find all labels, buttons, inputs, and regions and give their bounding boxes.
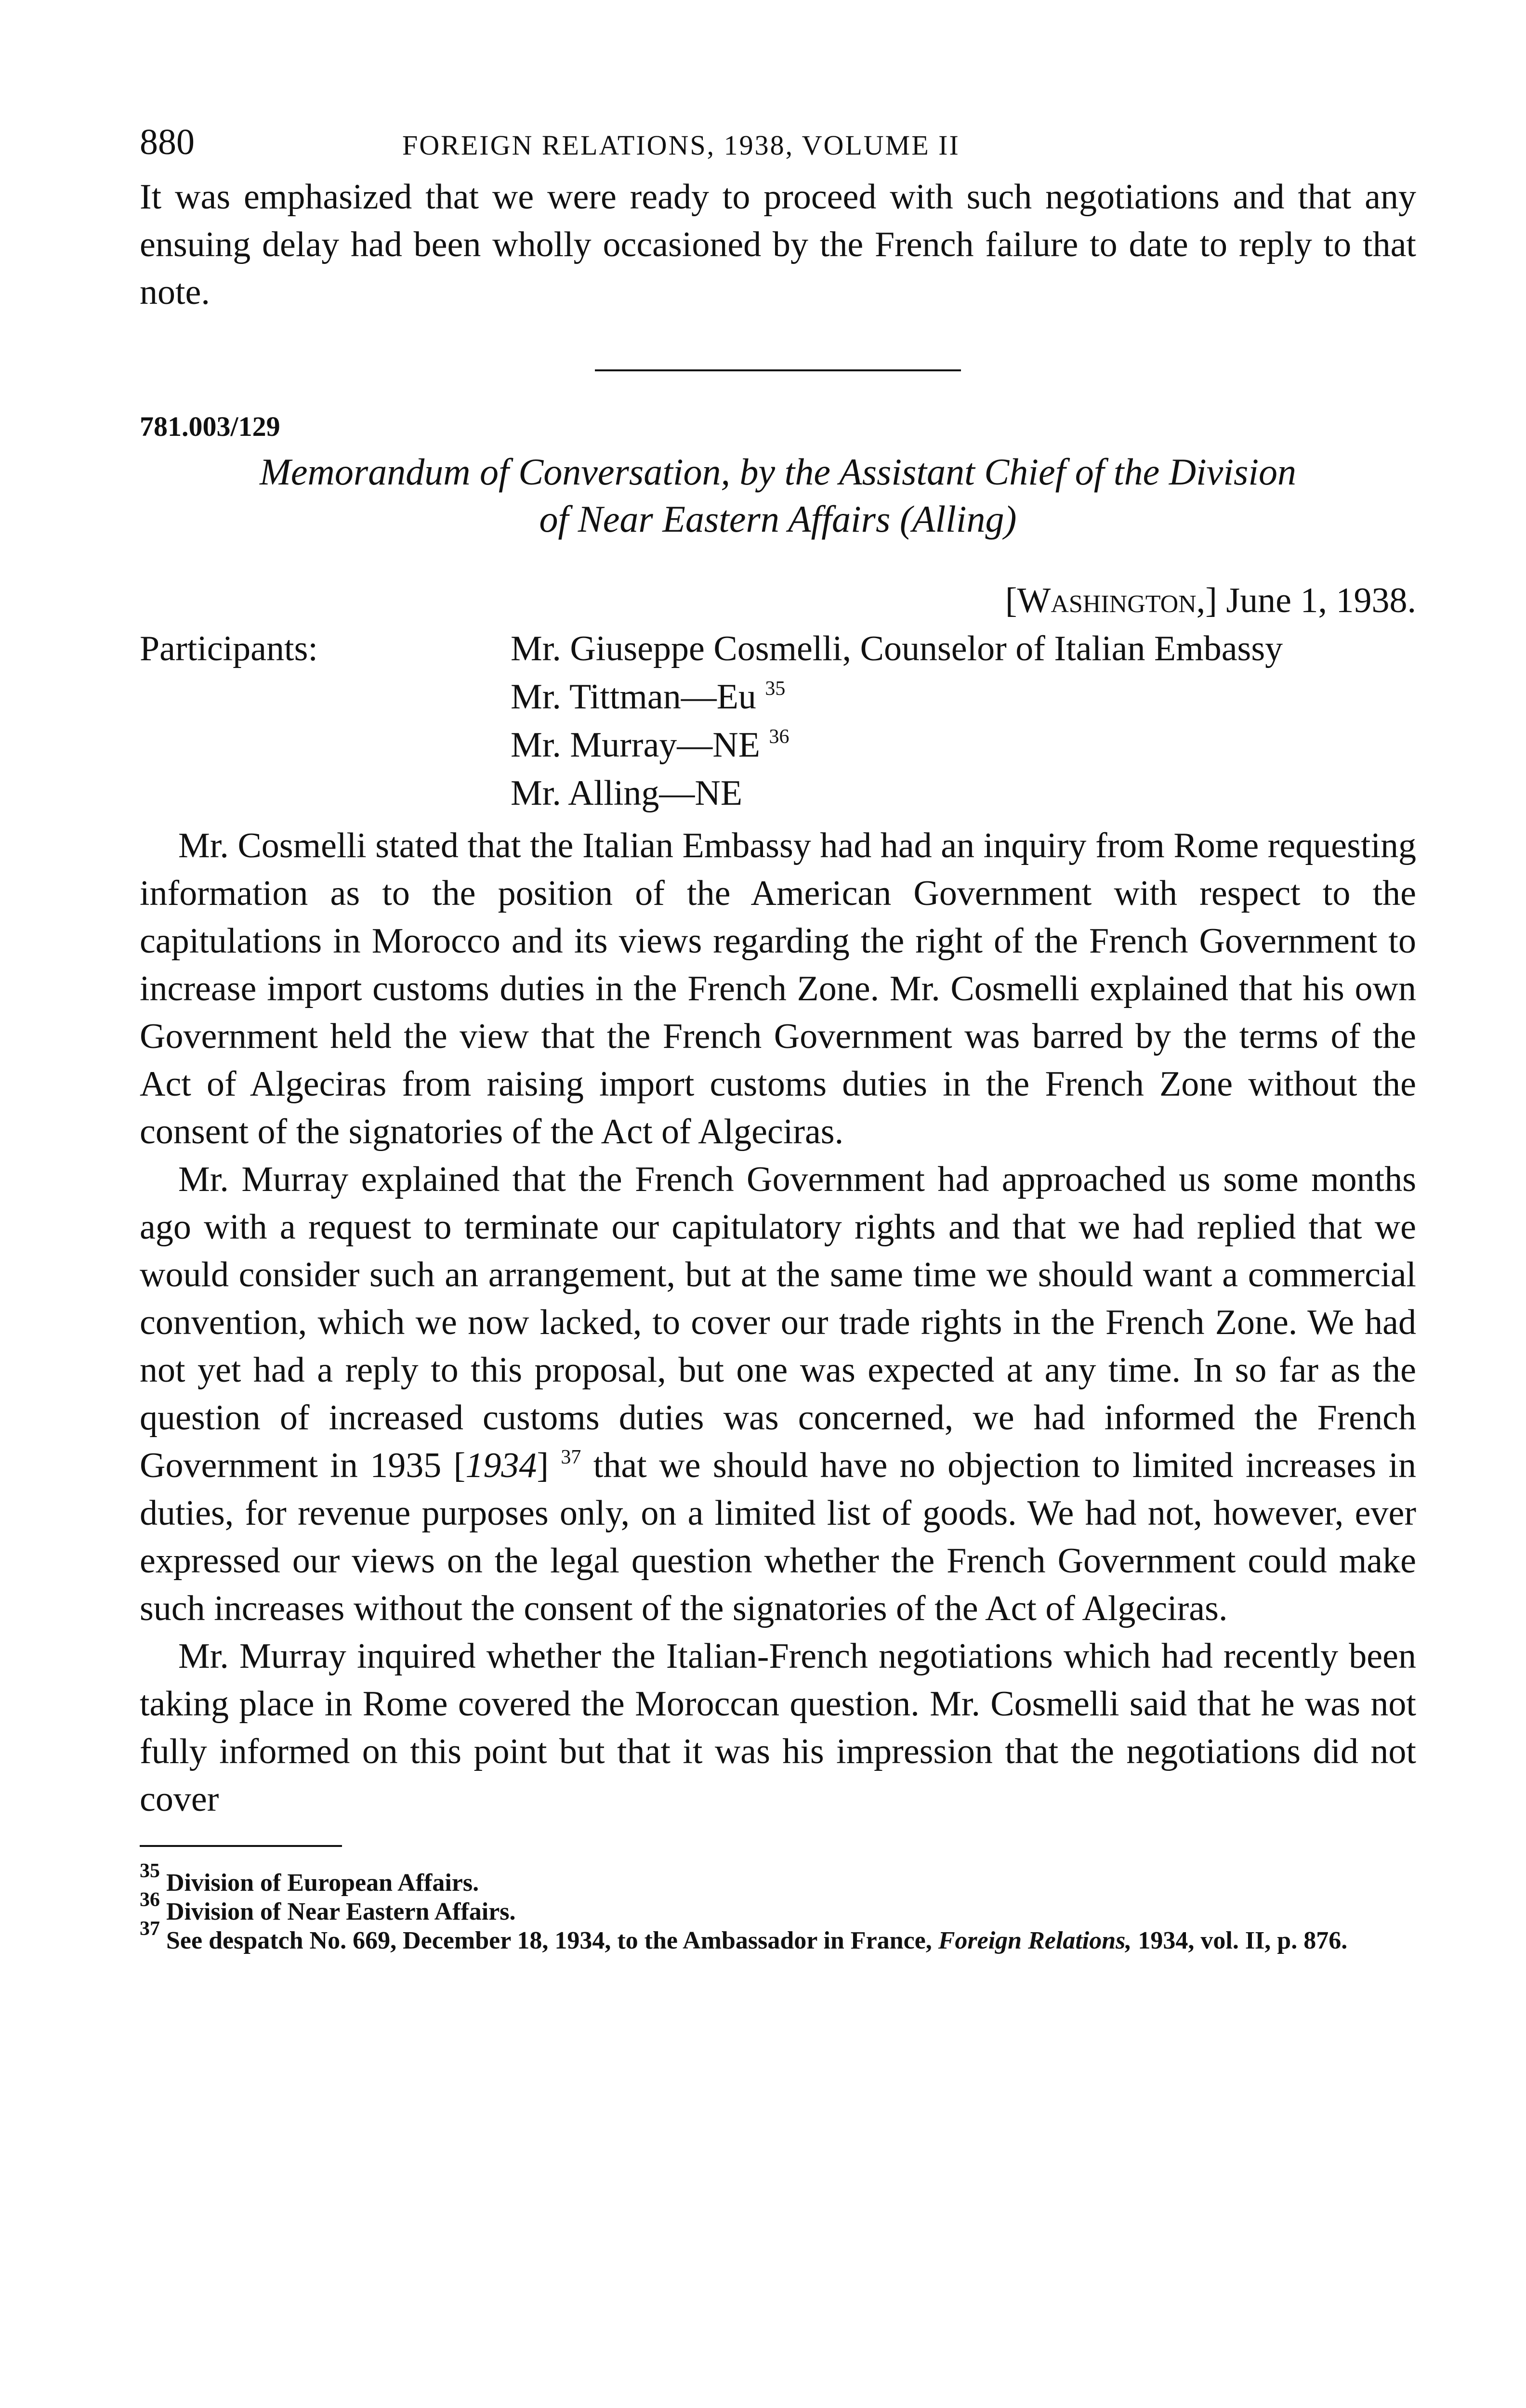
- footnote-number: 35: [140, 1860, 160, 1882]
- file-number: 781.003/129: [140, 411, 280, 442]
- footnote-citation: 1934, vol. II, p. 876.: [1138, 1927, 1348, 1954]
- document-title-line2: of Near Eastern Affairs (Alling): [539, 498, 1017, 540]
- participants-block: [140, 625, 1416, 817]
- continuation-paragraph: It was emphasized that we were ready to proceed with such negotiations and that any ensuing delay had been wholly occasioned by the French failure to date to reply to that note.: [140, 177, 1416, 312]
- footnotes: [140, 1860, 1416, 1955]
- running-head: [140, 120, 1416, 173]
- participant-name: Mr. Murray—NE: [511, 725, 760, 765]
- dateline-place: [Washington,]: [1005, 581, 1217, 620]
- document-page: [140, 120, 1416, 1955]
- footnote-text: Division of European Affairs.: [166, 1869, 479, 1897]
- participant-item: [511, 673, 1416, 721]
- body-paragraph: Mr. Cosmelli stated that the Italian Embassy had had an inquiry from Rome requesting information as to the position of the American Government with respect to the capitulations in Morocco and its views regarding the right of the French Government to increase import customs duties in the French Zone. Mr. Cosmelli explained that his own Government held the view that the French Government was barred by the terms of the Act of Algeciras from raising import customs duties in the French Zone without the consent of the signatories of the Act of Algeciras.: [140, 826, 1416, 1152]
- footnote: [140, 1889, 1416, 1926]
- dateline: [140, 576, 1416, 625]
- participants-list: [511, 625, 1416, 817]
- footnote-ref: 35: [765, 678, 786, 700]
- participant-name: Mr. Alling—NE: [511, 773, 743, 813]
- participant-name: Mr. Tittman—Eu: [511, 677, 756, 717]
- footnote: [140, 1860, 1416, 1898]
- bracket-close: ]: [537, 1446, 549, 1485]
- footnote-citation-title: Foreign Relations,: [938, 1927, 1132, 1954]
- participant-name: Mr. Giuseppe Cosmelli, Counselor of Italian Embassy: [511, 629, 1283, 668]
- participants-label: Participants:: [140, 629, 318, 668]
- participant-item: [511, 721, 1416, 769]
- dateline-date: June 1, 1938.: [1226, 581, 1416, 620]
- participant-item: [511, 625, 1416, 673]
- footnote-divider: [140, 1845, 342, 1847]
- footnote-text: Division of Near Eastern Affairs.: [166, 1898, 516, 1925]
- footnote-ref: 37: [561, 1446, 581, 1468]
- body-paragraph: Mr. Murray inquired whether the Italian-French negotiations which had recently been taking place in Rome covered the Moroccan question. Mr. Cosmelli said that he was not fully informed on this point but that it was his impression that the negotiations did not cover: [140, 1636, 1416, 1819]
- page-number: 880: [140, 122, 195, 162]
- footnote: [140, 1918, 1416, 1955]
- paragraph-text: that we should have no objection to limited increases in duties, for revenue purposes only, on a limited list of goods. We had not, however, ever expressed our views on the legal question whether the French Government could make such increases without the consent of the signatories of the Act of Algeciras.: [140, 1446, 1417, 1628]
- corrected-year: 1934: [465, 1446, 537, 1485]
- running-title: FOREIGN RELATIONS, 1938, VOLUME II: [402, 130, 960, 161]
- footnote-number: 36: [140, 1889, 160, 1911]
- footnote-text: See despatch No. 669, December 18, 1934, to the Ambassador in France,: [166, 1927, 932, 1954]
- document-title: [140, 448, 1416, 543]
- footnote-ref: 36: [769, 726, 789, 748]
- document-title-line1: Memorandum of Conversation, by the Assistant Chief of the Division: [259, 451, 1297, 493]
- footnote-number: 37: [140, 1918, 160, 1940]
- section-divider: [595, 369, 961, 371]
- paragraph-text: Mr. Murray explained that the French Government had approached us some months ago with a request to terminate our capitulatory rights and that we had replied that we would consider such an arrangement, but at the same time we should want a commercial convention, which we now lacked, to cover our trade rights in the French Zone. We had not yet had a reply to this proposal, but one was expected at any time. In so far as the question of increased customs duties was concerned, we had informed the French Government in 1935 [: [140, 1160, 1416, 1485]
- participant-item: [511, 769, 1416, 817]
- body-paragraph: [140, 1156, 1416, 1633]
